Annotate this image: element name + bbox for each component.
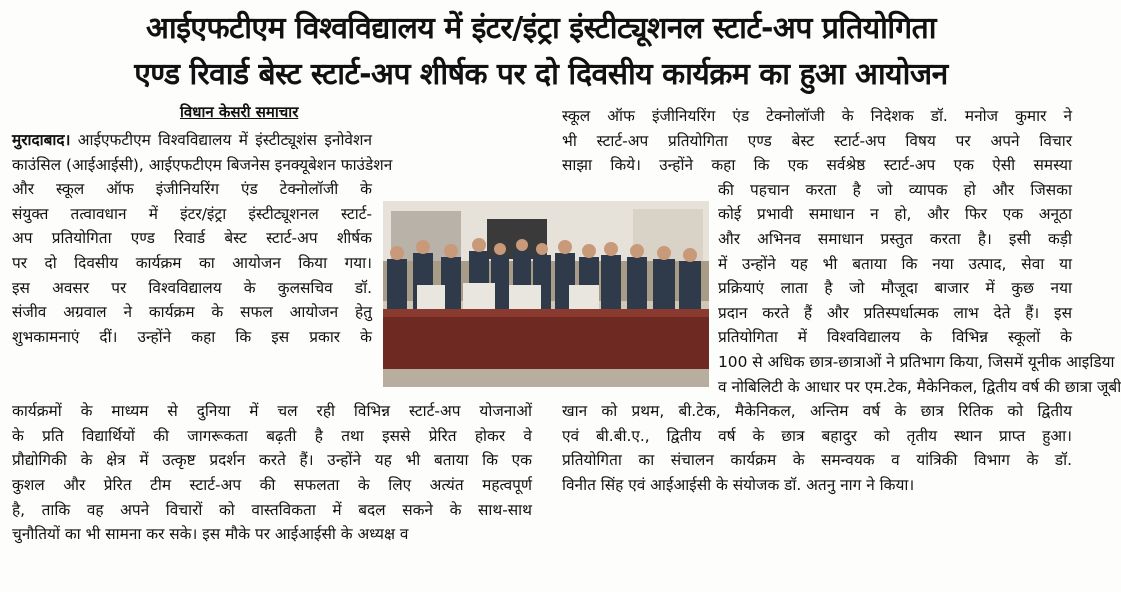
byline: विधान केसरी समाचार <box>180 103 299 121</box>
group-photo <box>383 201 709 387</box>
headline-line-2: एण्ड रिवार्ड बेस्ट स्टार्ट-अप शीर्षक पर दो दिवसीय कार्यक्रम का हुआ आयोजन <box>134 57 948 92</box>
right-column-line: कोई प्रभावी समाधान न हो, और फिर एक अनूठा <box>718 205 1072 224</box>
left-column-line: अप प्रतियोगिता एण्ड रिवार्ड बेस्ट स्टार्ट-अप शीर्षक <box>12 229 372 248</box>
left-column-line: इस अवसर पर विश्वविद्यालय के कुलसचिव डॉ. <box>12 278 372 297</box>
headline-line-1: आईएफटीएम विश्वविद्यालय में इंटर/इंट्रा इंस्टीट्यूशनल स्टार्ट-अप प्रतियोगिता <box>146 11 936 46</box>
left-column-line: पर दो दिवसीय कार्यक्रम का आयोजन किया गया। <box>12 253 372 272</box>
left-column-line: कार्यक्रमों के माध्यम से दुनिया में चल रही विभिन्न स्टार्ट-अप योजनाओं <box>12 402 532 421</box>
dateline: मुरादाबाद। <box>12 131 71 149</box>
right-column-line: साझा किये। उन्होंने कहा कि एक सर्वश्रेष्ठ स्टार्ट-अप एक ऐसी समस्या <box>562 156 1072 175</box>
right-column-line: प्रक्रियाएं लाता है जो मौजूदा बाजार में कुछ नया <box>718 279 1072 298</box>
right-column-line: एवं बी.बी.ए., द्वितीय वर्ष के छात्र बहादुर को तृतीय स्थान प्राप्त हुआ। <box>562 426 1072 445</box>
right-column-line: की पहचान करता है जो व्यापक हो और जिसका <box>718 180 1072 199</box>
right-column-top <box>562 104 1072 178</box>
right-column-line: प्रतियोगिता का संचालन कार्यक्रम के समन्वयक व यांत्रिकी विभाग के डॉ. <box>562 451 1072 470</box>
left-column-line: संजीव अग्रवाल ने कार्यक्रम के सफल आयोजन हेतु <box>12 303 372 322</box>
left-column-line: संयुक्त तत्वावधान में इंटर/इंट्रा इंस्टीट्यूशनल स्टार्ट- <box>12 204 372 223</box>
right-column-line: विनीत सिंह एवं आईआईसी के संयोजक डॉ. अतनु नाग ने किया। <box>562 475 915 494</box>
right-column-line: और अभिनव समाधान प्रस्तुत करता है। इसी कड़ी <box>718 229 1072 248</box>
right-column-middle <box>718 178 1121 399</box>
right-column-line: 100 से अधिक छात्र-छात्राओं ने प्रतिभाग किया, जिसमें यूनीक आइडिया <box>718 352 1115 371</box>
left-column <box>12 128 393 349</box>
right-column-line: व नोबिलिटी के आधार पर एम.टेक, मैकेनिकल, द्वितीय वर्ष की छात्रा जूबी <box>718 377 1121 396</box>
group-photo-image <box>383 201 709 387</box>
left-column-line: है, ताकि वह अपने विचारों को वास्तविकता में बदल सकने के साथ-साथ <box>12 500 532 519</box>
right-column-line: भी स्टार्ट-अप प्रतियोगिता एण्ड बेस्ट स्टार्ट-अप विषय पर अपने विचार <box>562 131 1072 150</box>
left-column-line: शुभकामनाएं दीं। उन्होंने कहा कि इस प्रकार के <box>12 327 372 346</box>
right-column-line: स्कूल ऑफ इंजीनियरिंग एंड टेक्नोलॉजी के निदेशक डॉ. मनोज कुमार ने <box>562 107 1072 125</box>
right-column-bottom <box>562 399 1072 497</box>
right-column-line: प्रतियोगिता में विश्वविद्यालय के विभिन्न स्कूलों के <box>718 328 1072 347</box>
headline <box>10 6 1072 98</box>
left-column-line: काउंसिल (आईआईसी), आईएफटीएम बिजनेस इनक्यूबेशन फाउंडेशन <box>12 155 393 174</box>
left-column-bottom <box>12 399 532 547</box>
left-column-line: चुनौतियों का भी सामना कर सके। इस मौके पर आईआईसी के अध्यक्ष व <box>12 525 409 544</box>
left-column-line: और स्कूल ऑफ इंजीनियरिंग एंड टेक्नोलॉजी के <box>12 180 372 199</box>
left-column-line: कुशल और प्रेरित टीम स्टार्ट-अप की सफलता के लिए अत्यंत महत्वपूर्ण <box>12 475 532 494</box>
right-column-line: प्रदान करते हैं और प्रतिस्पर्धात्मक लाभ देते हैं। इस <box>718 303 1072 322</box>
right-column-line: खान को प्रथम, बी.टेक, मैकेनिकल, अन्तिम वर्ष के छात्र रितिक को द्वितीय <box>562 402 1072 421</box>
left-column-line: के प्रति विद्यार्थियों की जागरूकता बढ़ती है तथा इससे प्रेरित होकर वे <box>12 426 532 445</box>
right-column-line: में उन्होंने यह भी बताया कि नया उत्पाद, सेवा या <box>718 254 1072 273</box>
left-column-line: मुरादाबाद। आईएफटीएम विश्वविद्यालय में इंस्टीट्यूशंस इनोवेशन <box>12 131 372 149</box>
left-column-line: प्रौद्योगिकी के क्षेत्र में उत्कृष्ट प्रदर्शन करते हैं। उन्होंने यह भी बताया कि एक <box>12 451 532 470</box>
